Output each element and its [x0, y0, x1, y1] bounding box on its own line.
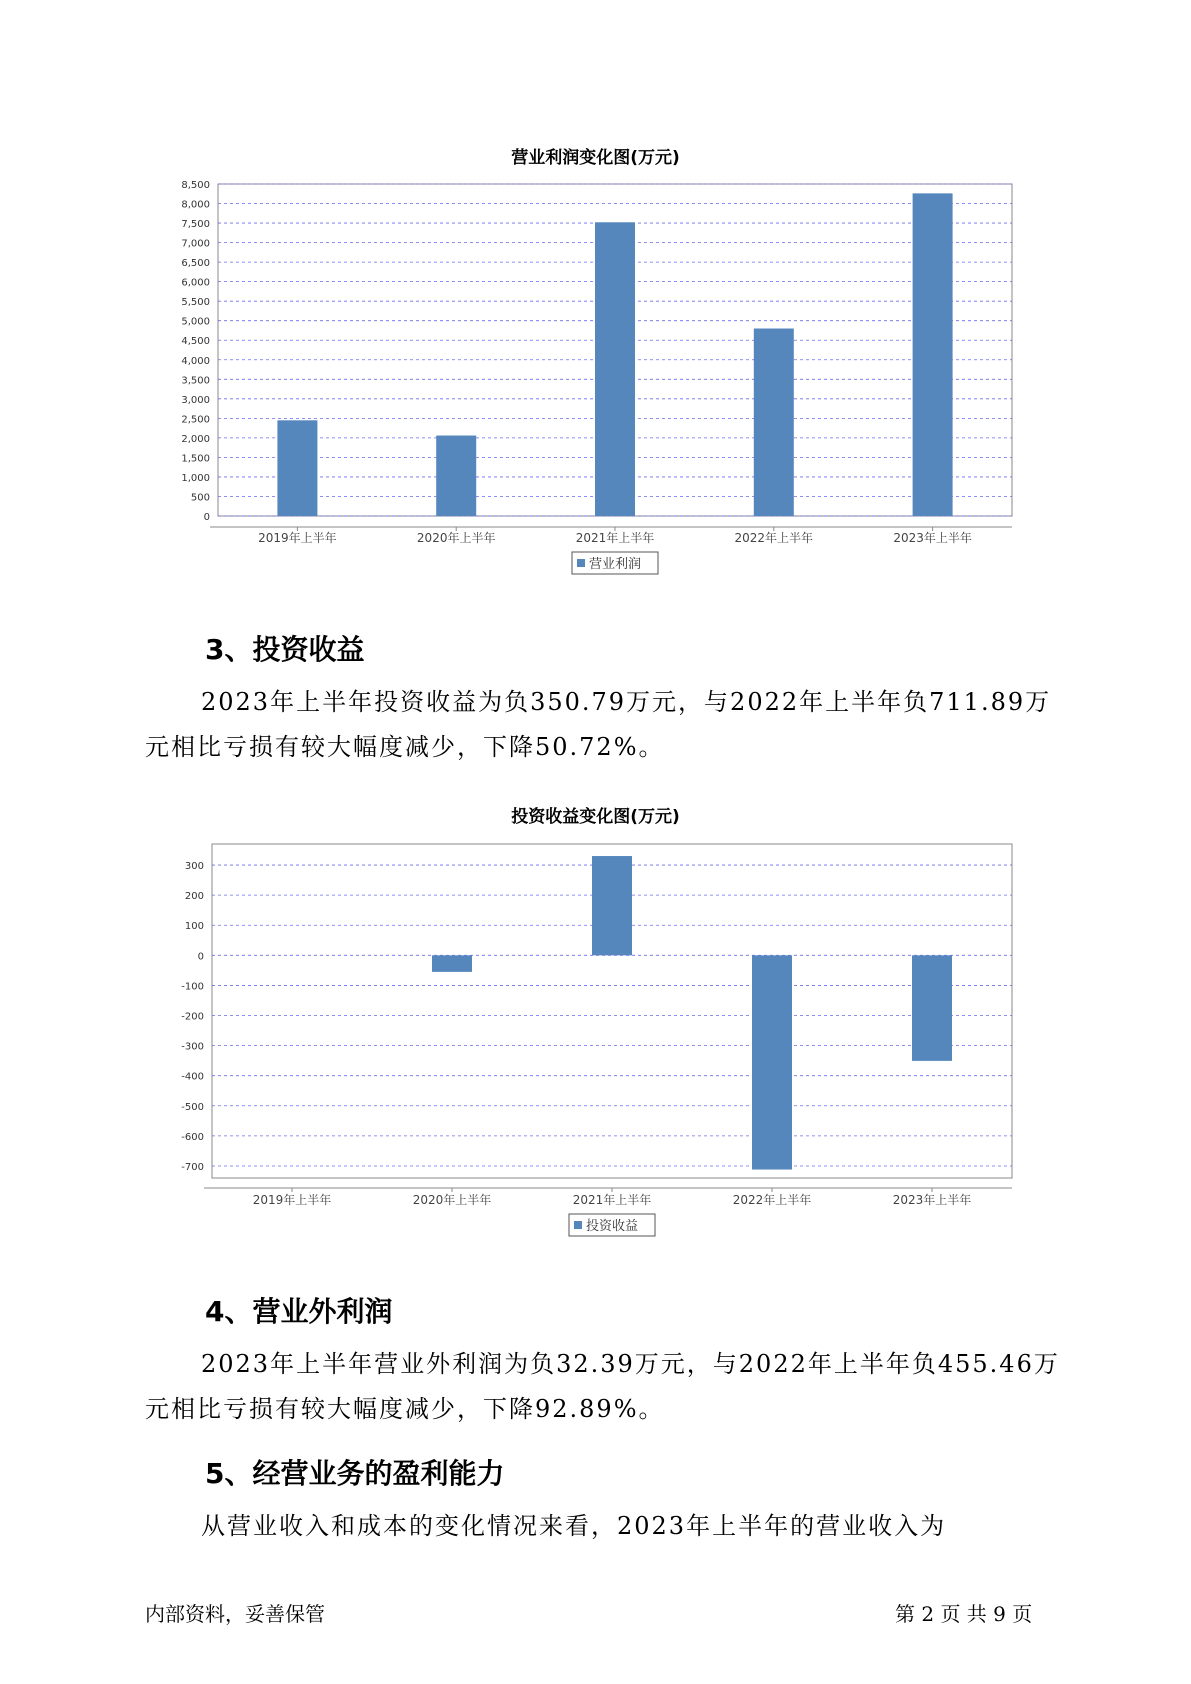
y-tick-label: 8,500: [181, 180, 210, 191]
legend-swatch: [577, 559, 585, 567]
bar: [432, 955, 472, 972]
bar: [912, 955, 952, 1061]
section-4-heading: 4、营业外利润: [205, 1295, 393, 1328]
y-tick-label: 3,500: [181, 375, 210, 387]
y-tick-label: 6,000: [181, 277, 210, 289]
y-tick-label: 5,500: [181, 297, 210, 309]
x-tick-label: 2023年上半年: [892, 1193, 972, 1207]
bar: [595, 222, 635, 516]
bar: [592, 856, 632, 955]
y-tick-label: 2,500: [181, 414, 210, 426]
y-tick-label: 2,000: [181, 433, 210, 445]
bar: [913, 193, 953, 516]
footer-page-number: 第 2 页 共 9 页: [895, 1602, 1033, 1626]
y-tick-label: 1,000: [181, 472, 210, 484]
y-tick-label: 4,500: [181, 336, 210, 348]
section-5-heading: 5、经营业务的盈利能力: [205, 1457, 505, 1490]
y-tick-label: 3,000: [181, 394, 210, 406]
x-tick-label: 2020年上半年: [412, 1193, 492, 1207]
section-4-paragraph: 2023年上半年营业外利润为负32.39万元，与2022年上半年负455.46万元相比亏损有较大幅度减少，下降92.89%。: [145, 1350, 1060, 1423]
y-tick-label: 300: [184, 861, 204, 873]
bar: [754, 329, 794, 516]
investment-income-chart: [0, 830, 1191, 1250]
x-tick-label: 2019年上半年: [258, 531, 337, 545]
y-tick-label: 0: [197, 951, 204, 963]
y-tick-label: -600: [181, 1131, 204, 1143]
y-tick-label: -700: [181, 1161, 204, 1173]
bar: [436, 436, 476, 516]
chart2-title: 投资收益变化图(万元): [511, 807, 680, 827]
section-5-paragraph: 从营业收入和成本的变化情况来看，2023年上半年的营业收入为: [201, 1512, 947, 1540]
x-tick-label: 2021年上半年: [575, 531, 655, 545]
y-tick-label: -400: [181, 1071, 204, 1083]
legend-swatch: [574, 1221, 582, 1229]
y-tick-label: 500: [190, 492, 210, 504]
y-tick-label: 0: [203, 512, 210, 523]
section-3-paragraph: 2023年上半年投资收益为负350.79万元，与2022年上半年负711.89万元相比亏损有较大幅度减少，下降50.72%。: [145, 688, 1052, 761]
bar: [277, 420, 317, 516]
footer-confidential: 内部资料，妥善保管: [145, 1602, 325, 1626]
chart1-title: 营业利润变化图(万元): [511, 148, 680, 168]
y-tick-label: 8,000: [181, 199, 210, 211]
y-tick-label: -200: [181, 1011, 204, 1023]
y-tick-label: 6,500: [181, 258, 210, 270]
y-tick-label: 1,500: [181, 453, 210, 465]
x-tick-label: 2022年上半年: [734, 531, 814, 545]
operating-profit-chart: [0, 170, 1191, 590]
y-tick-label: 100: [184, 921, 204, 933]
y-tick-label: -300: [181, 1041, 204, 1053]
x-tick-label: 2020年上半年: [416, 531, 496, 545]
y-tick-label: -100: [181, 981, 204, 993]
section-3-heading: 3、投资收益: [205, 633, 365, 666]
legend-label: 营业利润: [589, 557, 642, 572]
bar: [752, 955, 792, 1169]
y-tick-label: 7,500: [181, 219, 210, 231]
y-tick-label: 5,000: [181, 316, 210, 328]
y-tick-label: 200: [184, 891, 204, 903]
y-tick-label: -500: [181, 1101, 204, 1113]
y-tick-label: 7,000: [181, 238, 210, 250]
legend-label: 投资收益: [586, 1219, 639, 1234]
y-tick-label: 4,000: [181, 355, 210, 367]
x-tick-label: 2022年上半年: [732, 1193, 812, 1207]
x-tick-label: 2023年上半年: [893, 531, 972, 545]
x-tick-label: 2019年上半年: [252, 1193, 332, 1207]
x-tick-label: 2021年上半年: [572, 1193, 652, 1207]
